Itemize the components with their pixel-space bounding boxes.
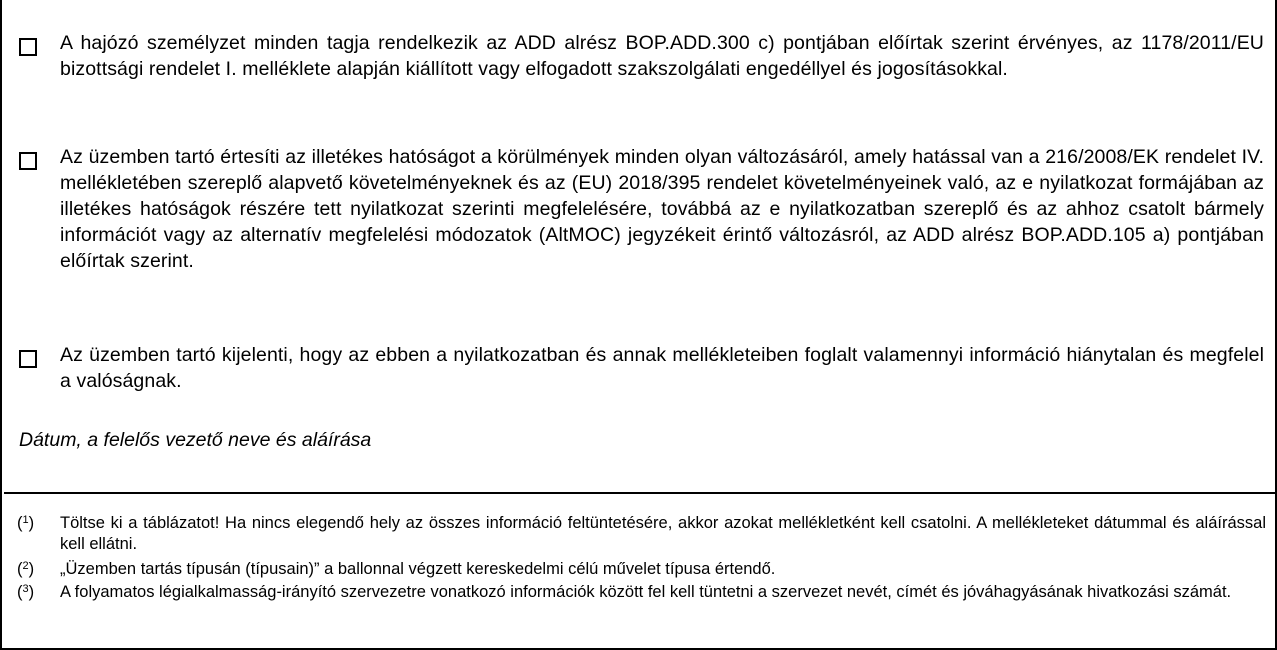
footnote — [17, 582, 1266, 603]
signature-label: Dátum, a felelős vezető neve és aláírása — [19, 429, 372, 451]
declaration-text: Az üzemben tartó kijelenti, hogy az ebben a nyilatkozatban és annak mellékleteiben foglalt valamennyi információ hiánytalan és megfelel a valóságnak. — [60, 344, 1264, 392]
footnote-text: Töltse ki a táblázatot! Ha nincs elegendő hely az összes információ feltüntetésére, akkor azokat mellékletként kell csatolni. A mellékleteket dátummal és aláírással kell ellátni. — [60, 514, 1266, 553]
declaration-section — [4, 0, 1277, 494]
declaration-item — [19, 30, 1264, 82]
footnote — [17, 513, 1266, 555]
declaration-item — [19, 342, 1264, 394]
declaration-checkbox-3[interactable] — [19, 350, 37, 368]
footnote — [17, 559, 1266, 580]
declaration-item — [19, 144, 1264, 274]
declaration-checkbox-1[interactable] — [19, 38, 37, 56]
footnote-text: „Üzemben tartás típusán (típusain)” a ballonnal végzett kereskedelmi célú művelet típusa értendő. — [60, 560, 776, 578]
footnote-marker: ($^2$) — [17, 560, 35, 578]
declaration-text: Az üzemben tartó értesíti az illetékes hatóságot a körülmények minden olyan változásáról, amely hatással van a 216/2008/EK rendelet IV. mellékletében szereplő alapvető követelményeknek és az (EU) 2018/395 rendelet követelményeinek való, az e nyilatkozat formájában az illetékes hatóságok részére tett nyilatkozat szerinti megfelelésére, továbbá az e nyilatkozatban szereplő és az ahhoz csatolt bármely információt vagy az alternatív megfelelési módozatok (AltMOC) jegyzékeit érintő változásról, az ADD alrész BOP.ADD.105 a) pontjában előírtak szerint. — [60, 146, 1264, 272]
footnote-text: A folyamatos légialkalmasság-irányító szervezetre vonatkozó információk között fel kell tüntetni a szervezet nevét, címét és jóváhagyásának hivatkozási számát. — [60, 583, 1232, 601]
footnote-marker: ($^3$) — [17, 583, 35, 601]
declaration-text: A hajózó személyzet minden tagja rendelkezik az ADD alrész BOP.ADD.300 c) pontjában előírtak szerint érvényes, az 1178/2011/EU bizottsági rendelet I. melléklete alapján kiállított vagy elfogadott szakszolgálati engedéllyel és jogosításokkal. — [60, 32, 1264, 80]
footnote-marker: ($^1$) — [17, 514, 35, 532]
declaration-checkbox-2[interactable] — [19, 152, 37, 170]
